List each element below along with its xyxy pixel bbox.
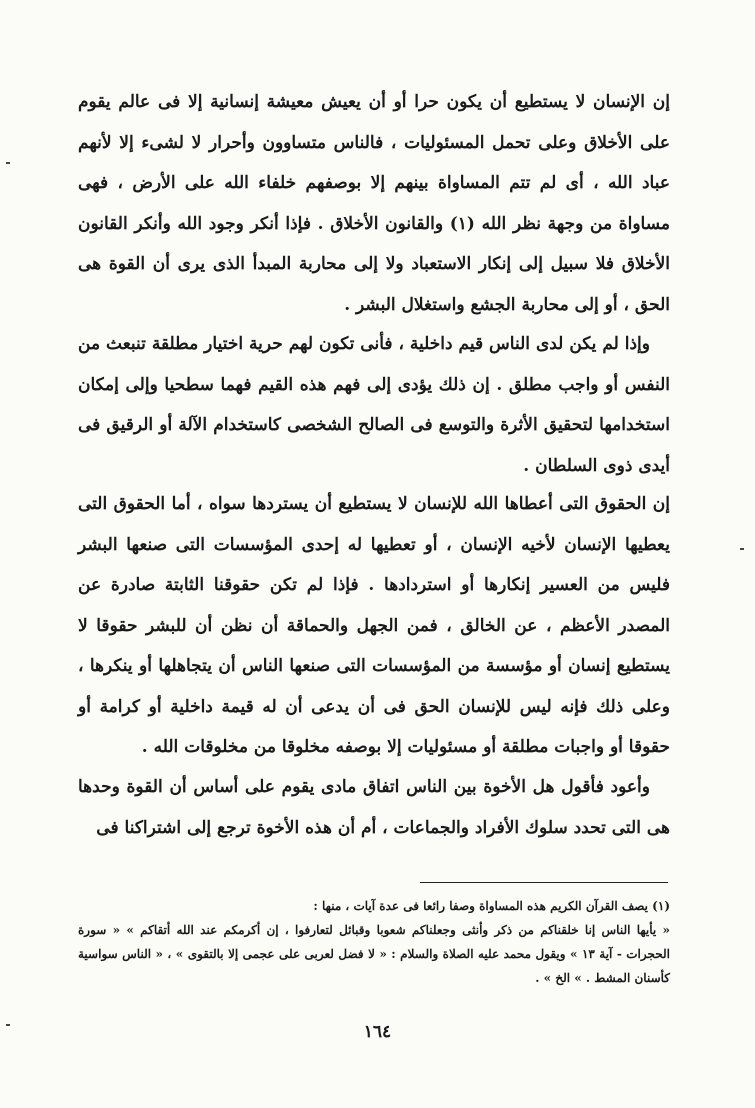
main-text [78,82,670,859]
paragraph-3: إن الحقوق التى أعطاها الله للإنسان لا يستطيع أن يستردها سواه ، أما الحقوق التى يعطيها الإنسان لأخيه الإنسان ، أو تعطيها له إحدى المؤسسات التى صنعها البشر فليس من العسير إنكارها أو استردادها . فإذا لم تكن حقوقنا الثابتة صادرة عن المصدر الأعظم ، عن الخالق ، فمن الجهل والحماقة أن نظن أن للبشر حقوقا لا يستطيع إنسان أو مؤسسة من المؤسسات التى صنعها الناس أن يتجاهلها أو ينكرها ، وعلى ذلك فإنه ليس للإنسان الحق فى أن يدعى أن له قيمة داخلية أو كرامة أو حقوقا أو واجبات مطلقة أو مسئوليات إلا بوصفه مخلوقا من مخلوقات الله . [78,494,670,757]
footnote-separator [420,882,668,883]
footnotes [78,894,670,990]
footnote-1-quote: « يأيها الناس إنا خلقناكم من ذكر وأنثى وجعلناكم شعوبا وقبائل لتعارفوا ، إن أكرمكم عند الله أتقاكم » « سورة الحجرات - آية ١٣ » ويقول محمد عليه الصلاة والسلام : « لا فضل لعربى على عجمى إلا بالتقوى » ، « الناس سواسية كأسنان المشط . » الخ » . [78,923,670,985]
paragraph-2: وإذا لم يكن لدى الناس قيم داخلية ، فأنى تكون لهم حرية اختيار مطلقة تنبعث من النفس أو واجب مطلق . إن ذلك يؤدى إلى فهم هذه القيم فهما سطحيا وإلى إمكان استخدامها لتحقيق الأثرة والتوسع فى الصالح الشخصى كاستخدام الآلة أو الرقيق فى أيدى ذوى السلطان . [78,334,670,476]
paragraph-1: إن الإنسان لا يستطيع أن يكون حرا أو أن يعيش معيشة إنسانية إلا فى عالم يقوم على الأخلاق وعلى تحمل المسئوليات ، فالناس متساوون وأحرار لا لشىء إلا لأنهم عباد الله ، أى لم تتم المساواة بينهم إلا بوصفهم خلفاء الله على الأرض ، فهى مساواة من وجهة نظر الله (١) والقانون الأخلاق . فإذا أنكر وجود الله وأنكر القانون الأخلاق فلا سبيل إلى إنكار الاستعباد ولا إلى محاربة المبدأ الذى يرى أن القوة هى الحق ، أو إلى محاربة الجشع واستغلال البشر . [78,92,671,315]
margin-speck [6,162,10,164]
footnote-1-intro: (١) يصف القرآن الكريم هذه المساواة وصفا رائعا فى عدة آيات ، منها : [313,899,670,913]
margin-speck [740,548,744,550]
page-number: ١٦٤ [363,1022,392,1042]
margin-speck [6,1024,10,1026]
paragraph-4: وأعود فأقول هل الأخوة بين الناس اتفاق مادى يقوم على أساس أن القوة وحدها هى التى تحدد سلوك الأفراد والجماعات ، أم أن هذه الأخوة ترجع إلى اشتراكنا فى [78,777,670,838]
